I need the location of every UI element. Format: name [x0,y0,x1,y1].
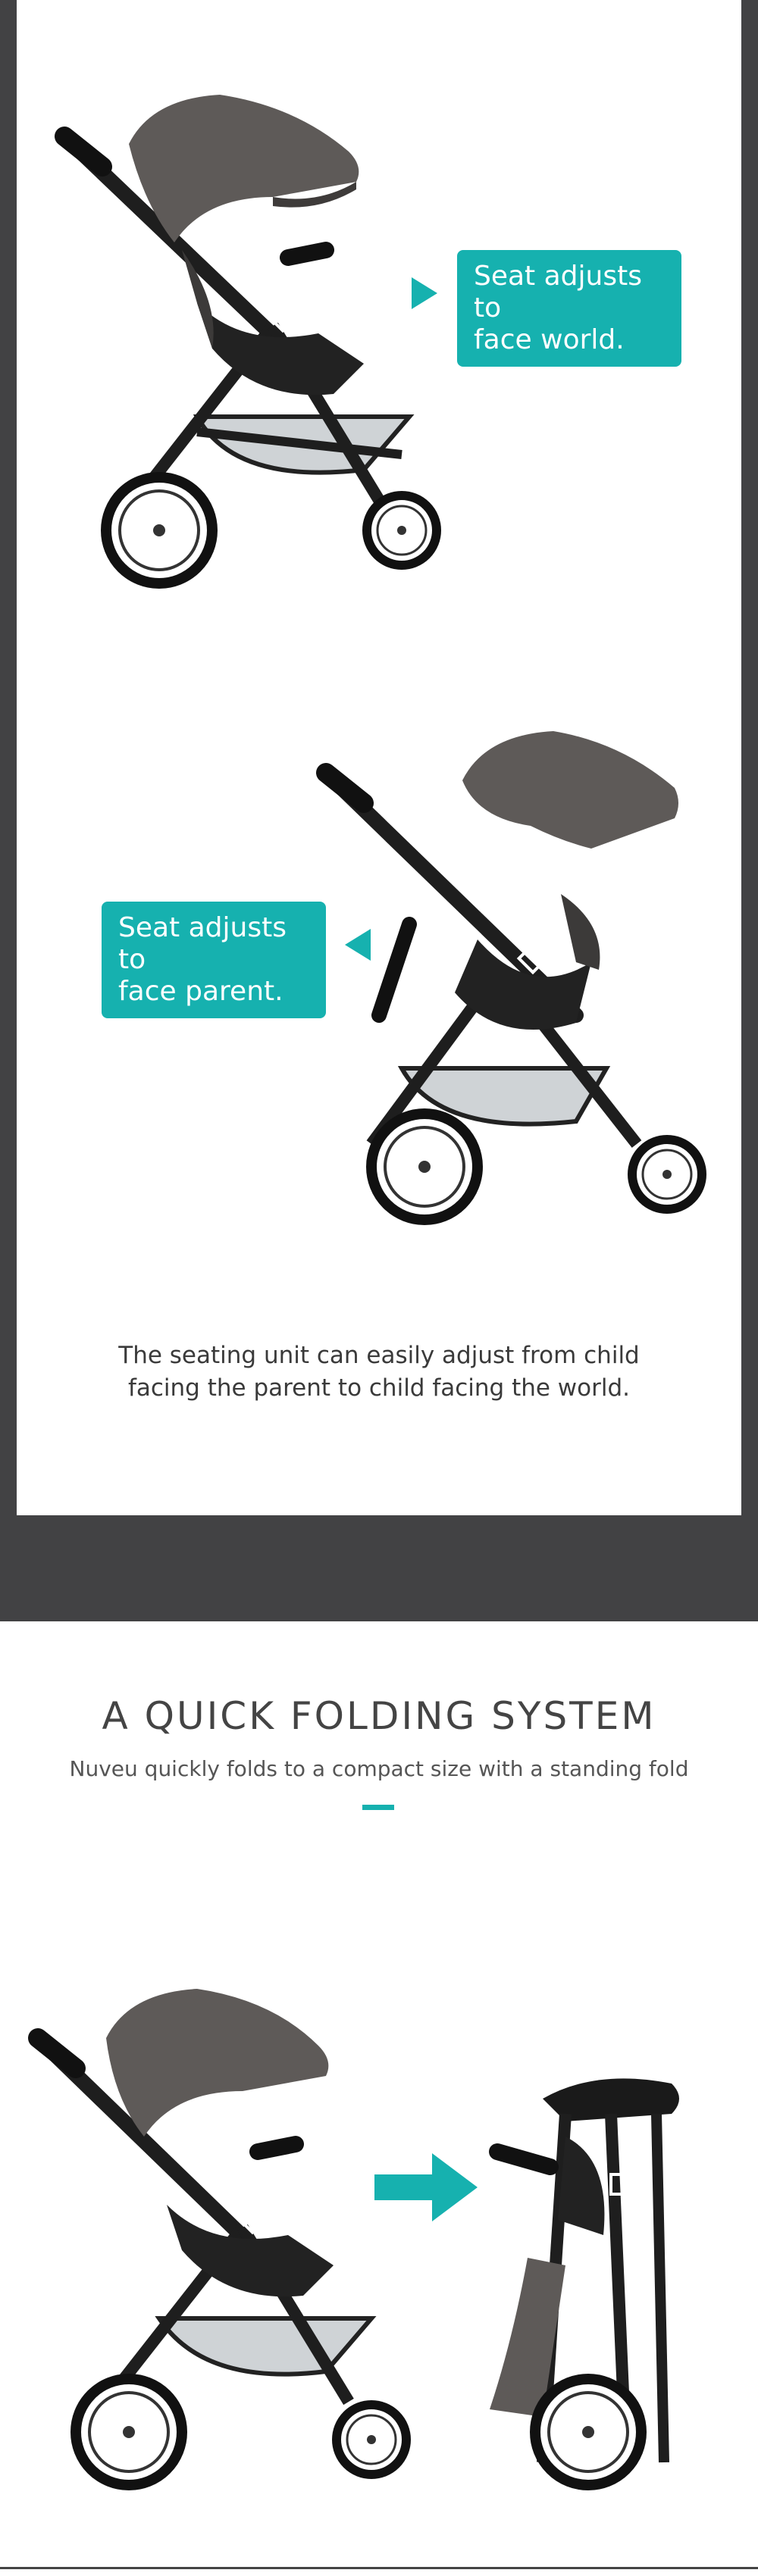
stroller-facing-world-image [45,76,455,599]
caption-line1: The seating unit can easily adjust from child [118,1342,640,1369]
pointer-right-icon [345,929,371,961]
section-title: A QUICK FOLDING SYSTEM [102,1694,656,1738]
callout-face-parent-line1: Seat adjusts to [118,912,287,975]
stroller-facing-parent-image [303,712,713,1235]
bottom-divider [0,2567,758,2569]
stroller-folded-image [482,2068,717,2493]
callout-face-world-line2: face world. [474,324,625,355]
callout-face-world-line1: Seat adjusts to [474,261,642,324]
caption-line2: facing the parent to child facing the world. [127,1374,631,1402]
accent-divider [362,1805,394,1810]
arrow-right-icon [374,2153,478,2221]
stroller-unfolded-image [23,1977,417,2493]
callout-face-parent [102,902,326,1018]
seat-adjust-caption [17,1340,741,1405]
callout-face-world [457,250,681,367]
section-subtitle: Nuveu quickly folds to a compact size with a standing fold [69,1756,689,1781]
pointer-left-icon [412,277,437,309]
callout-face-parent-line2: face parent. [118,976,283,1007]
